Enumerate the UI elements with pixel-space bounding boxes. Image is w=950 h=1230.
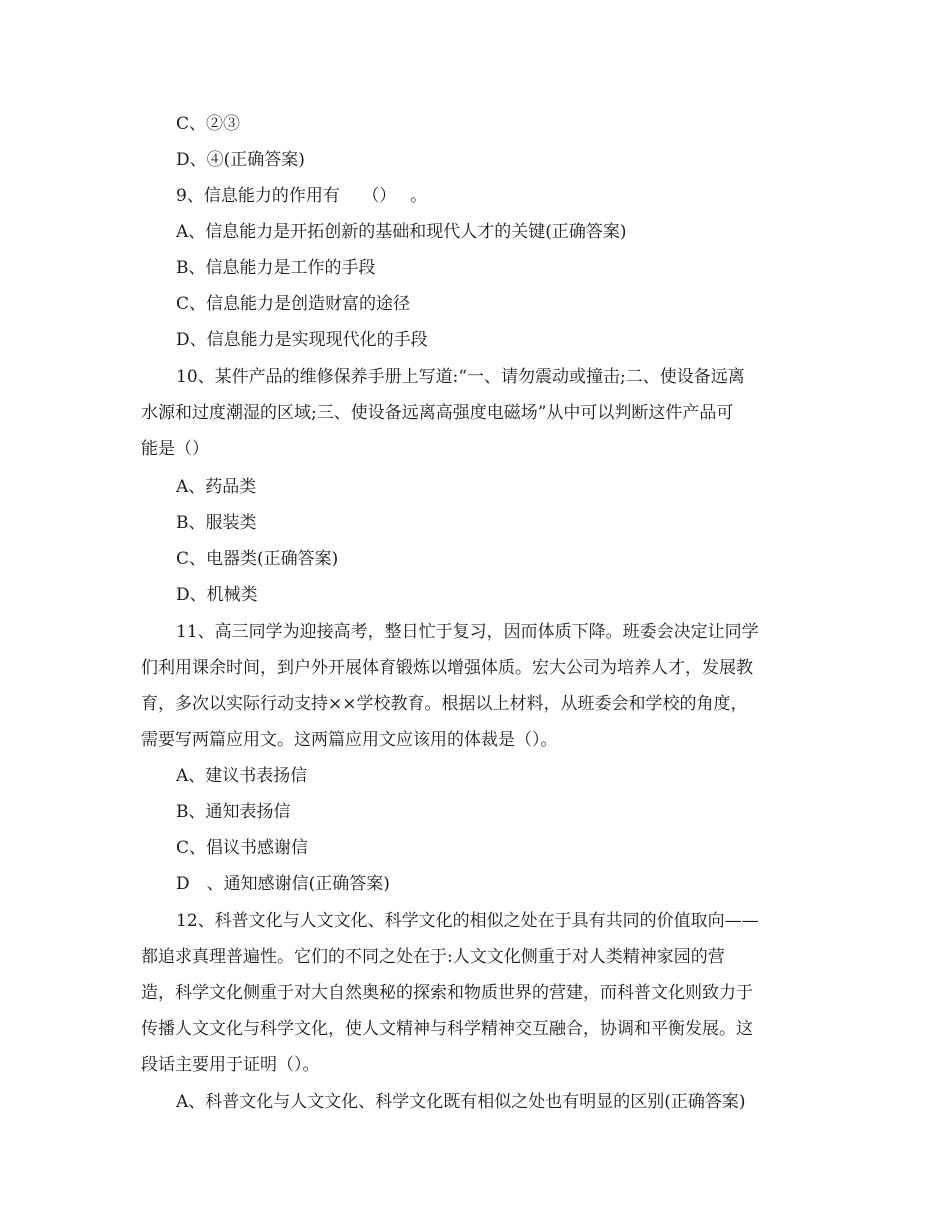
option-a-q11: A、建议书表扬信	[176, 766, 308, 786]
option-a-q12-correct: A、科普文化与人文文化、科学文化既有相似之处也有明显的区别(正确答案)	[176, 1092, 746, 1112]
question-11-line-4: 需要写两篇应用文。这两篇应用文应该用的体裁是（）。	[141, 730, 558, 750]
question-12-line-1: 12、科普文化与人文文化、科学文化的相似之处在于具有共同的价值取向——	[176, 911, 759, 931]
question-10-line-1: 10、某件产品的维修保养手册上写道:“一、请勿震动或撞击;二、使设备远离	[176, 367, 745, 387]
option-b-q10: B、服装类	[176, 513, 257, 533]
question-12-line-3: 造，科学文化侧重于对大自然奥秘的探索和物质世界的营建，而科普文化则致力于	[141, 983, 753, 1003]
question-12-line-5: 段话主要用于证明（）。	[141, 1055, 320, 1075]
question-11-line-2: 们利用课余时间，到户外开展体育锻炼以增强体质。宏大公司为培养人才，发展教	[141, 658, 753, 678]
question-12-line-4: 传播人文文化与科学文化，使人文精神与科学精神交互融合，协调和平衡发展。这	[141, 1019, 753, 1039]
option-c-q8: C、②③	[176, 114, 241, 134]
question-11-line-3: 育，多次以实际行动支持××学校教育。根据以上材料，从班委会和学校的角度，	[141, 694, 748, 714]
option-a-q10: A、药品类	[176, 477, 257, 497]
option-d-q9: D、信息能力是实现现代化的手段	[176, 330, 428, 350]
option-d-q8-correct: D、④(正确答案)	[176, 150, 305, 170]
option-b-q11: B、通知表扬信	[176, 802, 291, 822]
option-d-q10: D、机械类	[176, 585, 258, 605]
option-c-q10-correct: C、电器类(正确答案)	[176, 549, 339, 569]
question-10-line-2: 水源和过度潮湿的区域;三、使设备远离高强度电磁场”从中可以判断这件产品可	[141, 403, 734, 423]
option-c-q11: C、倡议书感谢信	[176, 838, 309, 858]
question-10-line-3: 能是（）	[141, 439, 209, 459]
question-9: 9、信息能力的作用有 （） 。	[176, 186, 428, 206]
option-a-q9-correct: A、信息能力是开拓创新的基础和现代人才的关键(正确答案)	[176, 222, 627, 242]
question-12-line-2: 都追求真理普遍性。它们的不同之处在于:人文文化侧重于对人类精神家园的营	[141, 947, 725, 967]
option-b-q9: B、信息能力是工作的手段	[176, 258, 376, 278]
option-c-q9: C、信息能力是创造财富的途径	[176, 294, 411, 314]
question-11-line-1: 11、高三同学为迎接高考，整日忙于复习，因而体质下降。班委会决定让同学	[176, 622, 759, 642]
option-d-q11-correct: D 、通知感谢信(正确答案)	[176, 874, 390, 894]
